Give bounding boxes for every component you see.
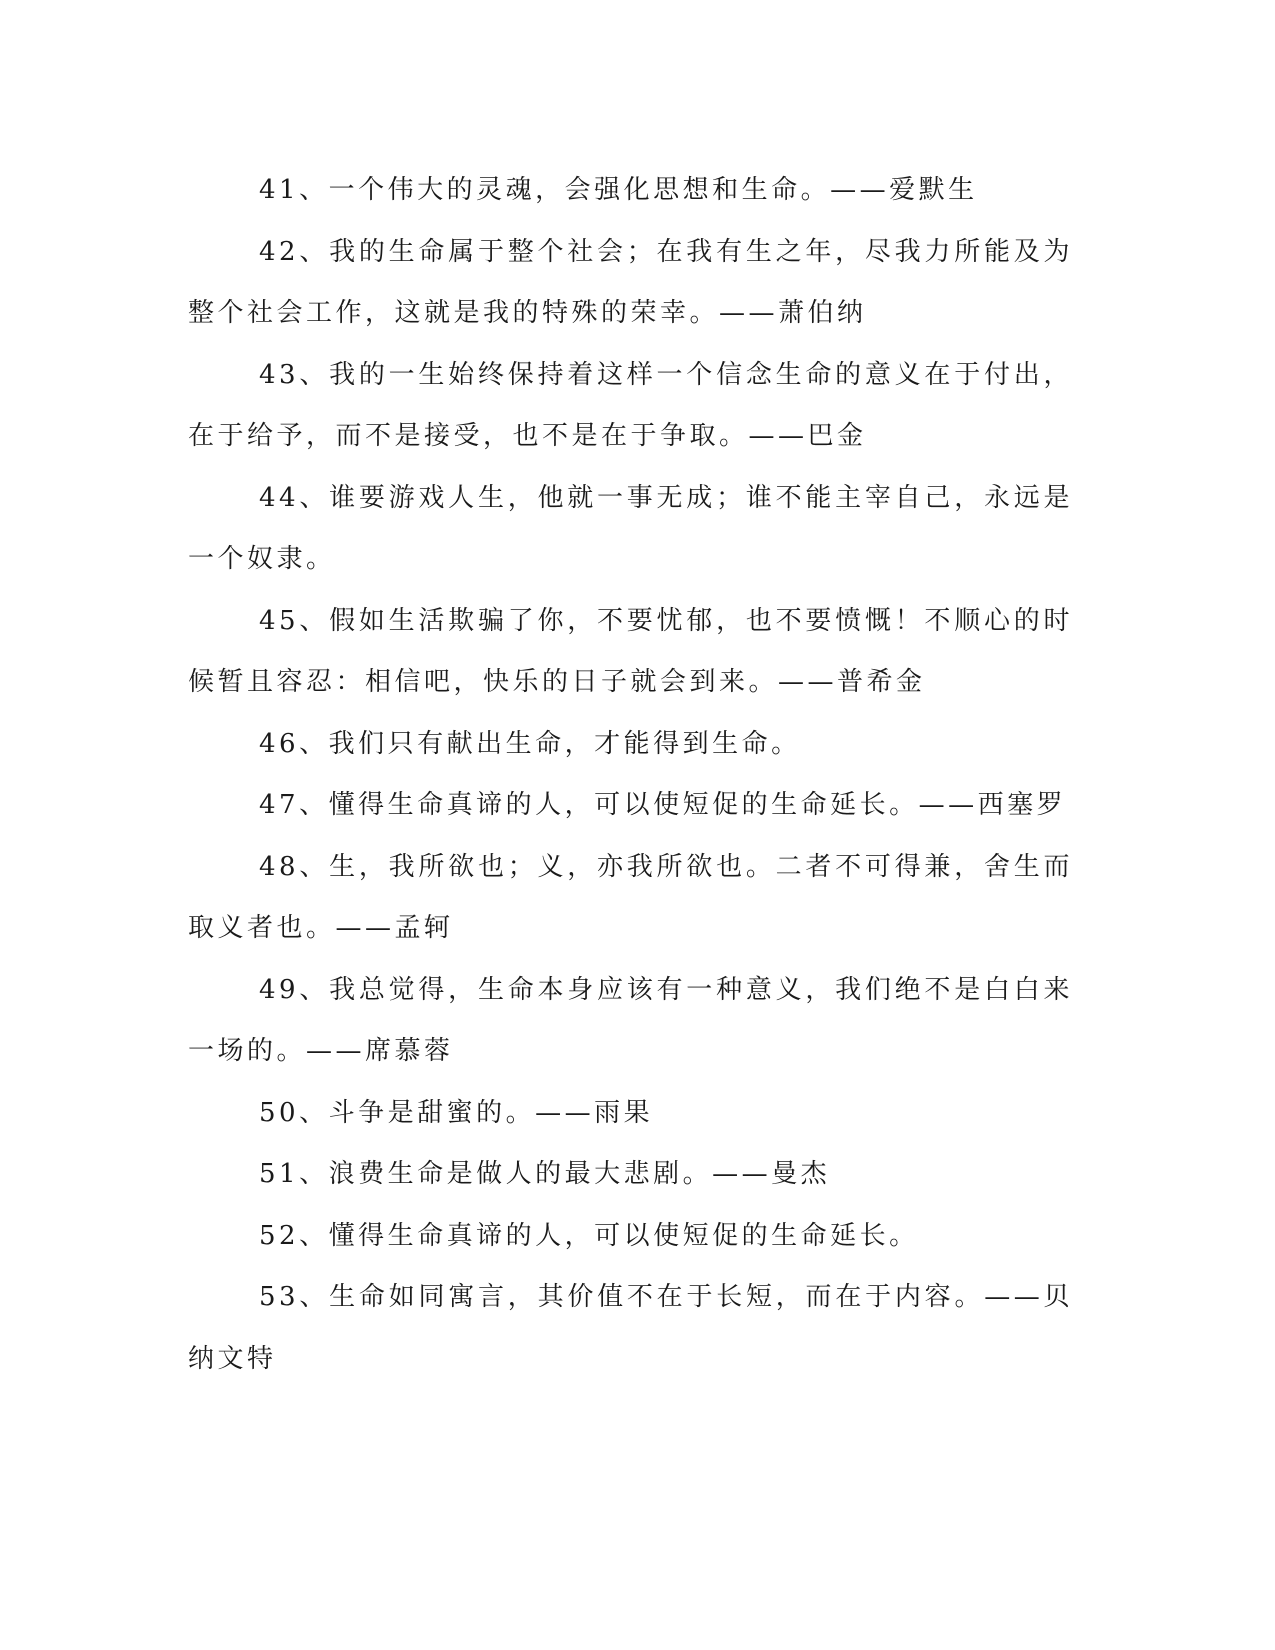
quote-paragraph: 49、我总觉得，生命本身应该有一种意义，我们绝不是白白来一场的。——席慕蓉 <box>188 974 1073 1066</box>
quote-paragraph: 44、谁要游戏人生，他就一事无成；谁不能主宰自己，永远是一个奴隶。 <box>188 482 1073 574</box>
quote-paragraph: 43、我的一生始终保持着这样一个信念生命的意义在于付出，在于给予，而不是接受，也不是在于争取。——巴金 <box>188 359 1073 451</box>
quote-paragraph: 53、生命如同寓言，其价值不在于长短，而在于内容。——贝纳文特 <box>188 1282 1073 1374</box>
quote-paragraph: 52、懂得生命真谛的人，可以使短促的生命延长。 <box>259 1220 919 1251</box>
quote-paragraph: 41、一个伟大的灵魂，会强化思想和生命。——爱默生 <box>259 175 978 205</box>
quote-paragraph: 50、斗争是甜蜜的。——雨果 <box>259 1097 654 1128</box>
document-body <box>188 160 1073 1390</box>
quote-paragraph: 45、假如生活欺骗了你，不要忧郁，也不要愤慨！不顺心的时候暂且容忍：相信吧，快乐的日子就会到来。——普希金 <box>188 605 1073 697</box>
quote-paragraph: 48、生，我所欲也；义，亦我所欲也。二者不可得兼，舍生而取义者也。——孟轲 <box>188 851 1073 943</box>
quote-paragraph: 42、我的生命属于整个社会；在我有生之年，尽我力所能及为整个社会工作，这就是我的特殊的荣幸。——萧伯纳 <box>188 236 1073 328</box>
quote-paragraph: 47、懂得生命真谛的人，可以使短促的生命延长。——西塞罗 <box>259 790 1067 820</box>
quote-paragraph: 46、我们只有献出生命，才能得到生命。 <box>259 728 801 759</box>
quote-paragraph: 51、浪费生命是做人的最大悲剧。——曼杰 <box>259 1159 831 1189</box>
